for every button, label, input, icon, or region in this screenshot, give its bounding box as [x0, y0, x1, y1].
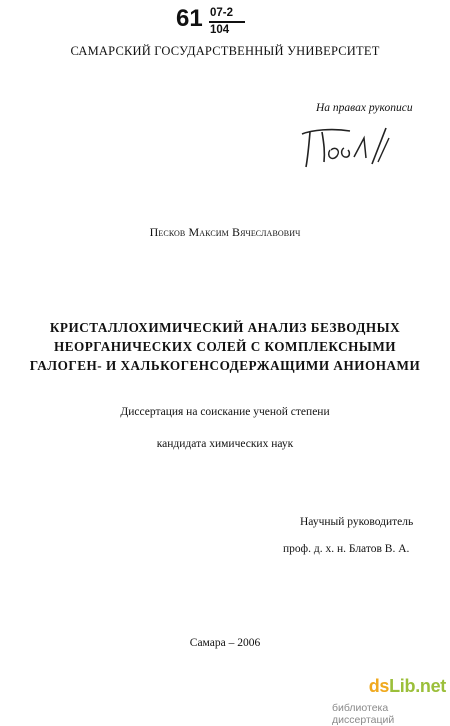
watermark-tagline: библиотека диссертаций: [332, 702, 395, 726]
logo-lib: Lib: [389, 676, 416, 696]
dslib-watermark[interactable]: [332, 676, 450, 726]
author-name: Песков Максим Вячеславович: [149, 225, 301, 239]
rights-note: На правах рукописи: [316, 102, 413, 114]
archive-code-top: 07-2: [210, 7, 234, 19]
advisor-name: проф. д. х. н. Блатов В. А.: [283, 543, 410, 555]
dissertation-title-line: НЕОРГАНИЧЕСКИХ СОЛЕЙ С КОМПЛЕКСНЫМИ: [53, 339, 397, 354]
dissertation-title-line: ГАЛОГЕН- И ХАЛЬКОГЕНСОДЕРЖАЩИМИ АНИОНАМИ: [29, 358, 421, 373]
university-name: САМАРСКИЙ ГОСУДАРСТВЕННЫЙ УНИВЕРСИТЕТ: [70, 44, 380, 58]
logo-ds: ds: [368, 676, 390, 696]
city-year: Самара – 2006: [189, 637, 261, 649]
degree-line: кандидата химических наук: [156, 438, 294, 450]
advisor-label: Научный руководитель: [300, 516, 414, 528]
signature-icon: [292, 120, 392, 172]
archive-code-bottom: 104: [210, 24, 230, 36]
degree-line: Диссертация на соискание ученой степени: [120, 406, 330, 418]
dslib-logo[interactable]: [369, 676, 446, 697]
archive-code-main: 61: [176, 5, 203, 32]
archive-code: [176, 4, 256, 38]
archive-code-divider: [209, 21, 245, 23]
logo-net: .net: [415, 676, 446, 696]
dissertation-title-line: КРИСТАЛЛОХИМИЧЕСКИЙ АНАЛИЗ БЕЗВОДНЫХ: [49, 320, 401, 335]
